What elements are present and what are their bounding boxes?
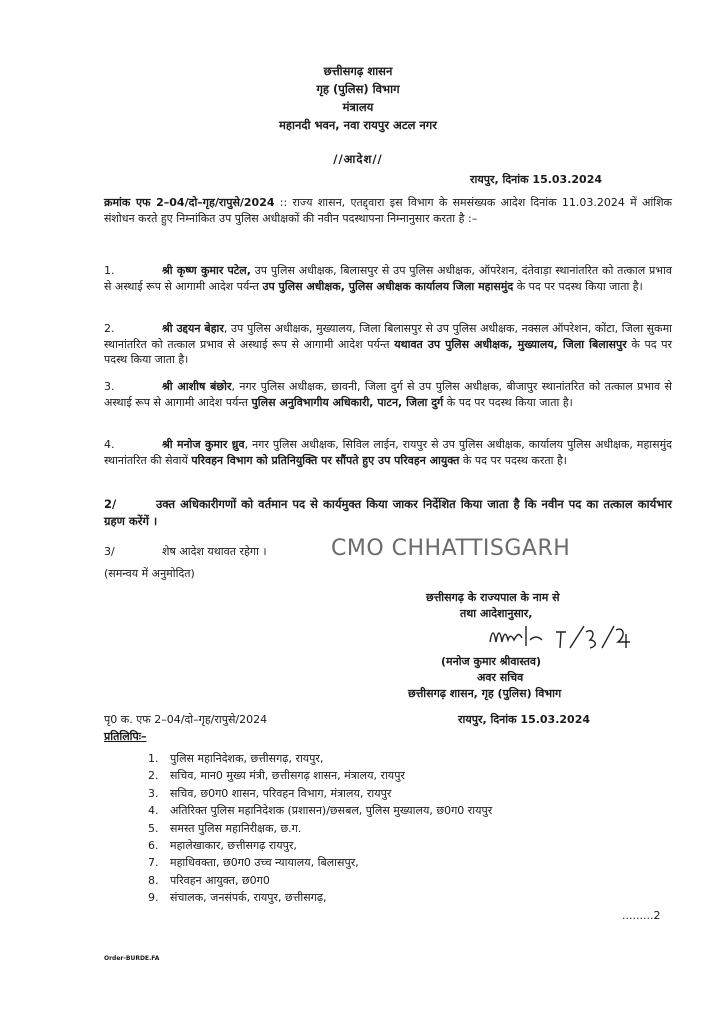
list-item	[148, 854, 492, 871]
list-item	[148, 750, 492, 767]
handwritten-signature	[486, 620, 646, 656]
item-number: 5.	[148, 821, 159, 835]
recipient: महाधिवक्ता, छ0ग0 उच्च न्यायालय, बिलासपुर,	[170, 856, 359, 870]
item-number: 6.	[148, 838, 159, 852]
para-number: 3/	[104, 545, 115, 558]
endorsement-place: रायपुर, दिनांक	[458, 713, 517, 726]
item-number: 4.	[148, 804, 159, 818]
approval-note: (समन्वय में अनुमोदित)	[104, 567, 195, 580]
footer-code: Order-BURDE.FA	[104, 955, 160, 962]
para-text: शेष आदेश यथावत रहेगा ।	[162, 545, 267, 558]
officer-name: श्री कृष्ण कुमार पटेल,	[162, 264, 251, 277]
new-post: उप पुलिस अधीक्षक, पुलिस अधीक्षक कार्यालय जिला महासमुंद	[262, 279, 514, 293]
item-text: , नगर पुलिस अधीक्षक, छावनी, जिला दुर्ग से उप पुलिस अधीक्षक, बीजापुर स्थानांतरित को तत्काल प्रभाव से अस्थाई रूप से आगामी आदेश पर्यन्त	[104, 380, 672, 409]
list-item	[148, 802, 492, 819]
item-text: , उप पुलिस अधीक्षक, मुख्यालय, जिला बिलासपुर से उप पुलिस अधीक्षक, नक्सल ऑपरेशन, कोंटा, जिला सुकमा स्थानांतरित को तत्काल प्रभाव से अस्थाई रूप से आगामी आदेश पर्यन्त	[104, 322, 672, 351]
by-order-line: तथा आदेशानुसार,	[460, 607, 533, 620]
endorsement-reference: पृ0 क. एफ 2–04/दो–गृह/रापुसे/2024	[104, 713, 268, 726]
signatory-designation: अवर सचिव	[477, 671, 524, 684]
header-address: महानदी भवन, नवा रायपुर अटल नगर	[279, 118, 437, 132]
item-number: 7.	[148, 856, 159, 870]
recipient: सचिव, छ0ग0 शासन, परिवहन विभाग, मंत्रालय, रायपुर	[170, 786, 392, 800]
copy-recipient-list	[148, 750, 492, 907]
endorsement-date-value: 15.03.2024	[520, 713, 591, 726]
recipient: महालेखाकार, छत्तीसगढ़ रायपुर,	[170, 838, 297, 852]
item-number: 1.	[148, 752, 159, 765]
item-tail: के पद पर पदस्थ किया जाता है।	[104, 337, 672, 366]
order-number: क्रमांक एफ 2–04/दो–गृह/रापुसे/2024	[104, 196, 275, 209]
header-government: छत्तीसगढ़ शासन	[323, 64, 393, 78]
item-number: 2.	[148, 769, 159, 783]
para-text: उक्त अधिकारीगणों को वर्तमान पद से कार्यमुक्त किया जाकर निर्देशित किया जाता है कि नवीन पद का तत्काल कार्यभार ग्रहण करेंगें ।	[104, 497, 672, 528]
posting-item	[104, 321, 672, 368]
posting-item	[104, 263, 672, 294]
intro-paragraph	[104, 195, 672, 226]
page-continuation: .........2	[622, 909, 661, 922]
posting-item	[104, 379, 672, 410]
item-text: उप पुलिस अधीक्षक, बिलासपुर से उप पुलिस अधीक्षक, ऑपरेशन, दंतेवाड़ा स्थानांतरित को तत्काल प्रभाव से अस्थाई रूप से आगामी आदेश पर्यन्त	[104, 264, 672, 293]
intro-text: :: राज्य शासन, एतद्द्वारा इस विभाग के समसंख्यक आदेश दिनांक 11.03.2024 में आंशिक संशोधन करते हुए निम्नांकित उप पुलिस अधीक्षकों की नवीन पदस्थापना निम्नानुसार करता है :–	[104, 196, 672, 225]
relieve-paragraph	[104, 496, 672, 530]
list-item	[148, 785, 492, 802]
list-item	[148, 872, 492, 889]
officer-name: श्री आशीष बंछोर	[162, 380, 232, 393]
officer-name: श्री उद्दयन बेहार	[162, 322, 224, 335]
item-tail: के पद पर पदस्थ किया जाता है।	[443, 395, 573, 409]
officer-name: श्री मनोज कुमार ध्रुव	[162, 438, 245, 451]
recipient: सचिव, मान0 मुख्य मंत्री, छत्तीसगढ़ शासन, मंत्रालय, रायपुर	[170, 769, 405, 783]
remaining-order-paragraph	[104, 544, 267, 560]
list-item	[148, 889, 492, 906]
list-item	[148, 767, 492, 784]
item-number: 2.	[104, 322, 115, 335]
item-number: 3.	[148, 786, 159, 800]
place-date	[470, 172, 602, 188]
item-text: , नगर पुलिस अधीक्षक, सिविल लाईन, रायपुर से उप पुलिस अधीक्षक, कार्यालय पुलिस अधीक्षक, महासमुंद स्थानांतरित की सेवायें	[104, 438, 672, 467]
signatory-department: छत्तीसगढ़ शासन, गृह (पुलिस) विभाग	[408, 687, 562, 700]
item-tail: के पद पर पदस्थ करता है।	[459, 453, 567, 467]
place-date-label: रायपुर, दिनांक	[470, 173, 529, 186]
recipient: अतिरिक्त पुलिस महानिदेशक (प्रशासन)/छसबल, पुलिस मुख्यालय, छ0ग0 रायपुर	[170, 804, 493, 818]
recipient: पुलिस महानिदेशक, छत्तीसगढ़, रायपुर,	[170, 752, 324, 765]
header-department: गृह (पुलिस) विभाग	[316, 82, 400, 96]
item-number: 4.	[104, 438, 115, 451]
list-item	[148, 837, 492, 854]
item-number: 8.	[148, 873, 159, 887]
recipient: संचालक, जनसंपर्क, रायपुर, छत्तीसगढ़,	[170, 891, 327, 905]
endorsement-date	[458, 712, 590, 728]
item-number: 1.	[104, 264, 115, 277]
header-ministry: मंत्रालय	[342, 100, 374, 114]
recipient: समस्त पुलिस महानिरीक्षक, छ.ग.	[170, 821, 302, 835]
new-post: यथावत उप पुलिस अधीक्षक, मुख्यालय, जिला बिलासपुर	[394, 337, 627, 351]
item-tail: के पद पर पदस्थ किया जाता है।	[513, 279, 643, 293]
item-number: 9.	[148, 891, 159, 905]
signatory-name: (मनोज कुमार श्रीवास्तव)	[441, 655, 542, 668]
copy-to-label: प्रतिलिपिः–	[104, 730, 147, 743]
watermark-text: CMO CHHATTISGARH	[331, 536, 571, 561]
recipient: परिवहन आयुक्त, छ0ग0	[170, 873, 270, 887]
order-title: //आदेश//	[333, 152, 383, 166]
list-item	[148, 820, 492, 837]
item-number: 3.	[104, 380, 115, 393]
posting-item	[104, 437, 672, 468]
new-post: परिवहन विभाग को प्रतिनियुक्ति पर सौंपते हुए उप परिवहन आयुक्त	[191, 453, 460, 467]
governor-name-line: छत्तीसगढ़ के राज्यपाल के नाम से	[426, 591, 560, 604]
new-post: पुलिस अनुविभागीय अधिकारी, पाटन, जिला दुर्ग	[251, 395, 444, 409]
para-number: 2/	[104, 497, 117, 511]
order-date: 15.03.2024	[532, 173, 603, 186]
